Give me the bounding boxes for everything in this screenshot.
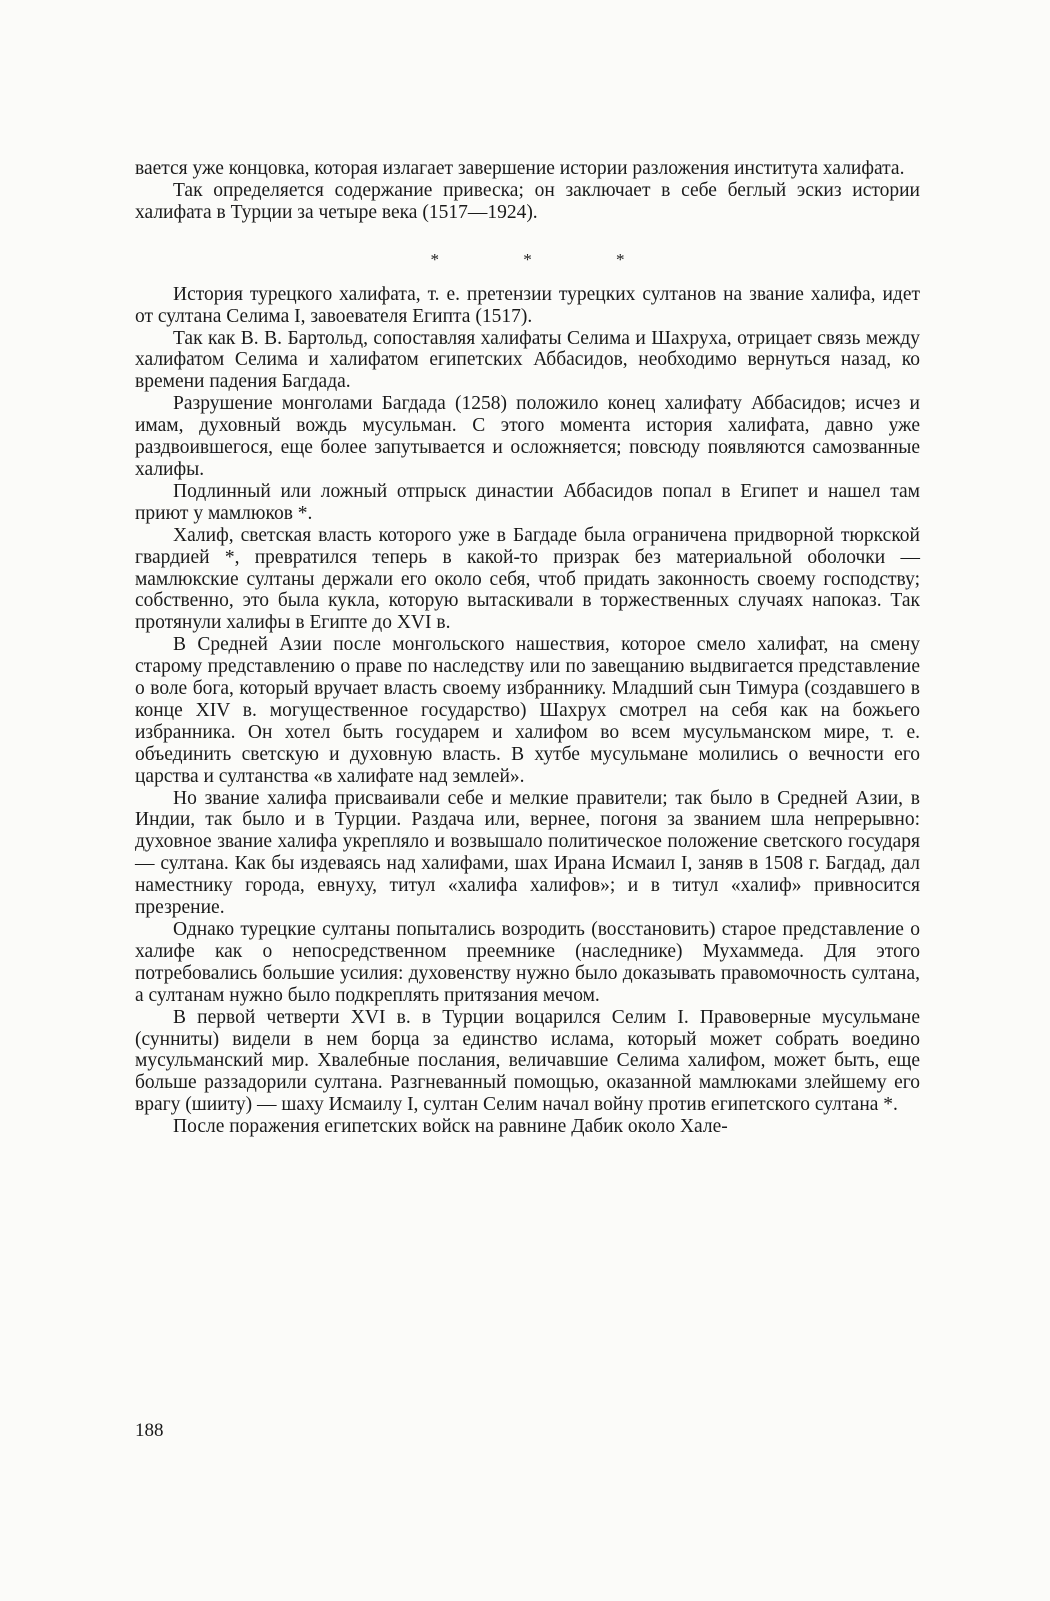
paragraph: В Средней Азии после монгольского нашествия, которое смело халифат, на смену старому представлению о праве по наследству или по завещанию выдвигается представление о воле бога, который вручает власть своему избраннику. Младший сын Тимура (создавшего в конце XIV в. могущественное государство) Шахрух смотрел на себя как на божьего избранника. Он хотел быть государем и халифом во всем мусульманском мире, т. е. объединить светскую и духовную власть. В хутбе мусульмане молились о вечности его царства и султанства «в халифате над землей». (135, 634, 920, 787)
paragraph: Подлинный или ложный отпрыск династии Аббасидов попал в Египет и нашел там приют у мамлюков *. (135, 480, 920, 524)
paragraph: После поражения египетских войск на равнине Дабик около Хале- (173, 1116, 728, 1138)
paragraph: Разрушение монголами Багдада (1258) положило конец халифату Аббасидов; исчез и имам, духовный вождь мусульман. С этого момента история халифата, давно уже раздвоившегося, еще более запутывается и осложняется; повсюду появляются самозванные халифы. (135, 393, 920, 480)
page-number: 188 (135, 1420, 164, 1441)
paragraph: Так определяется содержание привеска; он заключает в себе беглый эскиз истории халифата в Турции за четыре века (1517—1924). (135, 179, 920, 223)
paragraph: Однако турецкие султаны попытались возродить (восстановить) старое представление о халифе как о непосредственном преемнике (наследнике) Мухаммеда. Для этого потребовались большие усилия: духовенству нужно было доказывать правомочность султана, а султанам нужно было подкреплять притязания мечом. (135, 919, 920, 1006)
paragraph: Но звание халифа присваивали себе и мелкие правители; так было в Средней Азии, в Индии, так было и в Турции. Раздача или, вернее, погоня за званием шла непрерывно: духовное звание халифа укрепляло и возвышало политическое положение светского государя — султана. Как бы издеваясь над халифами, шах Ирана Исмаил I, заняв в 1508 г. Багдад, дал наместнику города, евнуху, титул «халифа халифов»; и в титул «халиф» привносится презрение. (135, 787, 920, 919)
page-text (135, 158, 920, 1138)
paragraph: вается уже концовка, которая излагает завершение истории разложения института халифата. (135, 158, 905, 179)
paragraph: Халиф, светская власть которого уже в Багдаде была ограничена придворной тюркской гвардией *, превратился теперь в какой-то призрак без материальной оболочки — мамлюкские султаны держали его около себя, чтоб придать законность своему господству; собственно, это была кукла, которую вытаскивали в торжественных случаях напоказ. Так протянули халифы в Египте до XVI в. (135, 524, 920, 634)
section-separator: * * * (430, 249, 665, 269)
paragraph: Так как В. В. Бартольд, сопоставляя халифаты Селима и Шахруха, отрицает связь между халифатом Селима и халифатом египетских Аббасидов, необходимо вернуться назад, ко времени падения Багдада. (135, 327, 920, 393)
paragraph: История турецкого халифата, т. е. претензии турецких султанов на звание халифа, идет от султана Селима I, завоевателя Египта (1517). (135, 283, 920, 327)
paragraph: В первой четверти XVI в. в Турции воцарился Селим I. Правоверные мусульмане (сунниты) видели в нем борца за единство ислама, который может собрать воедино мусульманский мир. Хвалебные послания, величавшие Селима халифом, может быть, еще больше раззадорили султана. Разгневанный помощью, оказанной мамлюками злейшему его врагу (шииту) — шаху Исмаилу I, султан Селим начал войну против египетского султана *. (135, 1006, 920, 1116)
